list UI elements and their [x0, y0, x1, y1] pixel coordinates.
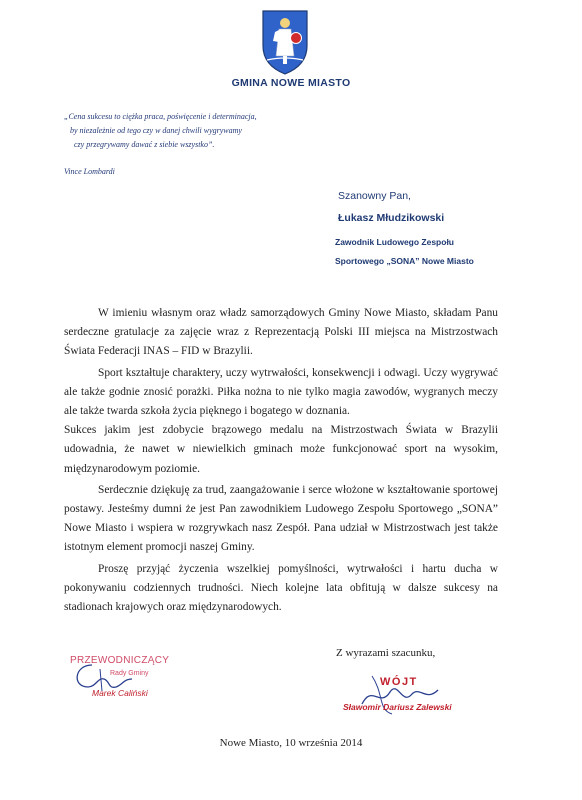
paragraph: W imieniu własnym oraz władz samorządowych Gminy Nowe Miasto, składam Panu serdeczne gratulacje za zajęcie wraz z Reprezentacją Polski III miejsca na Mistrzostwach Świata Federacji INAS – FID w Brazylii. — [64, 307, 498, 358]
council-chair-name: Marek Caliński — [92, 688, 148, 698]
coat-of-arms-icon — [257, 8, 313, 76]
quote-line: czy przegrywamy dawać z siebie wszystko”. — [74, 140, 215, 149]
quote-author: Vince Lombardi — [64, 167, 115, 176]
paragraph: Sport kształtuje charaktery, uczy wytrwałości, konsekwencji i odwagi. Uczy wygrywać ale także godnie znosić porażki. Piłka nożna to nie tylko magia zawodów, wygranych meczy ale także twarda szkoła życia pięknego i bogatego w doznania. — [64, 366, 498, 418]
quote-line: by niezależnie od tego czy w danej chwili wygrywamy — [70, 126, 242, 135]
mayor-name: Sławomir Dariusz Zalewski — [343, 702, 452, 712]
paragraph: Proszę przyjąć życzenia wszelkiej pomyślności, wytrwałości i hartu ducha w pokonywaniu codziennych trudności. Niech kolejne lata obfitują w dalsze sukcesy na stadionach krajowych oraz międzynarodowych. — [64, 562, 498, 614]
place-and-date: Nowe Miasto, 10 września 2014 — [219, 737, 363, 749]
recipient-role — [335, 233, 474, 271]
role-line: Sportowego „SONA” Nowe Miasto — [335, 256, 474, 266]
paragraph: Serdecznie dziękuję za trud, zaangażowanie i serce włożone w kształtowanie sportowej postawy. Jesteśmy dumni że jest Pan zawodnikiem Ludowego Zespołu Sportowego „SONA” Nowe Miasto i wspiera w rozgrywkach nasz Zespół. Pana udział w Mistrzostwach jest także istotnym element promocji naszej Gminy. — [64, 483, 498, 554]
greeting: Szanowny Pan, — [338, 190, 411, 202]
role-line: Zawodnik Ludowego Zespołu — [335, 237, 454, 247]
letter-body — [64, 304, 498, 617]
council-stamp-subtitle: Rady Gminy — [110, 670, 149, 677]
recipient-block — [338, 185, 444, 229]
closing-text: Z wyrazami szacunku, — [336, 647, 436, 659]
municipality-title: GMINA NOWE MIASTO — [231, 77, 351, 89]
recipient-name: Łukasz Młudzikowski — [338, 212, 445, 224]
motto-quote — [64, 110, 344, 152]
council-stamp-title: PRZEWODNICZĄCY — [70, 655, 170, 666]
mayor-title: WÓJT — [380, 676, 418, 688]
quote-line: „Cena sukcesu to ciężka praca, poświęcenie i determinacja, — [64, 112, 257, 121]
paragraph: Sukces jakim jest zdobycie brązowego medalu na Mistrzostwach Świata w Brazylii udowadnia, że nawet w niewielkich gminach może funkcjonować sport na wysokim, międzynarodowym poziomie. — [64, 424, 498, 475]
